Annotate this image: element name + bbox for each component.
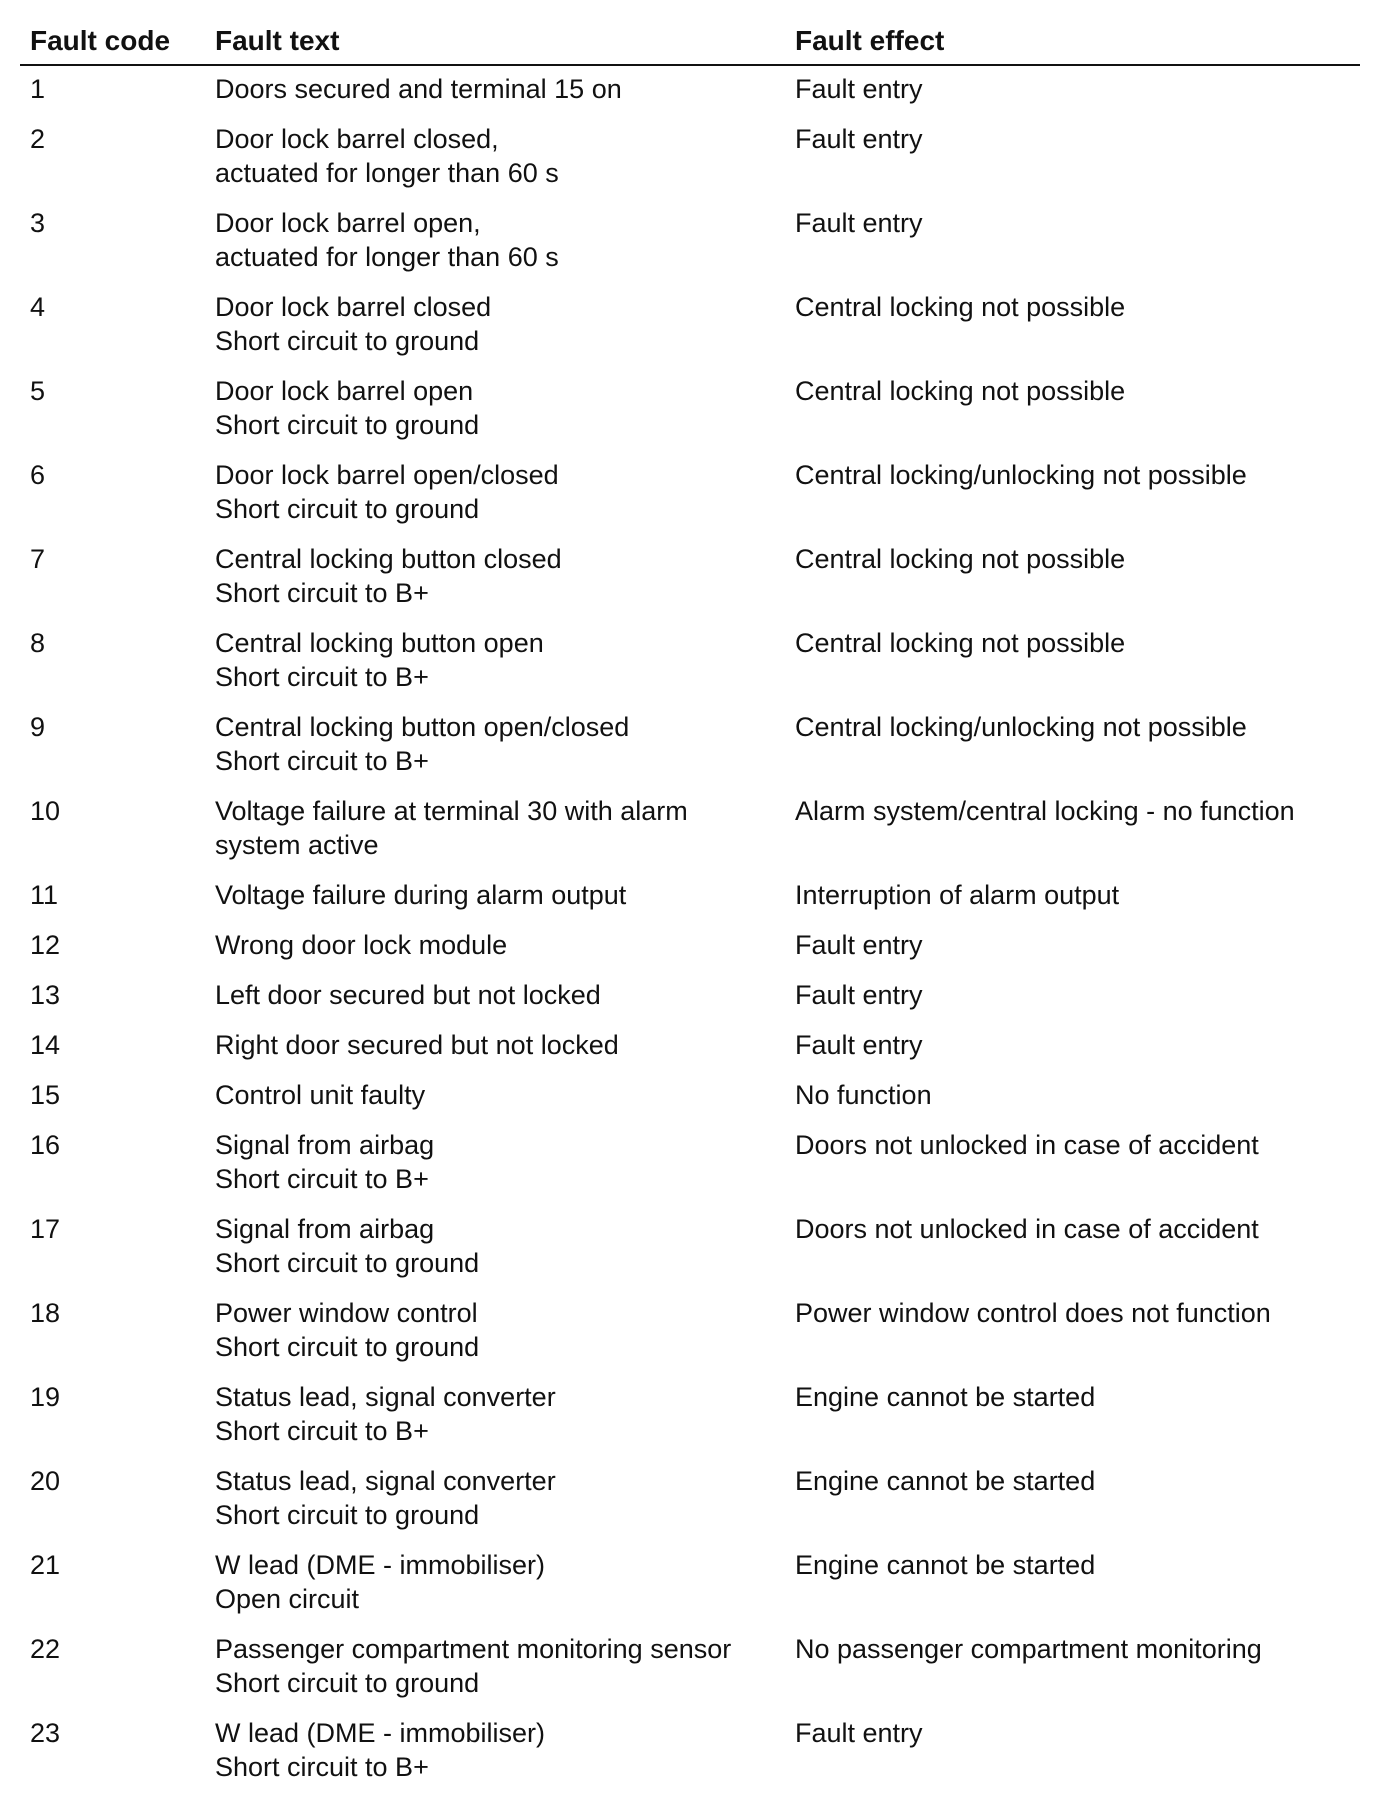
- fault-code-cell: 20: [30, 1466, 61, 1496]
- fault-code-cell: 8: [30, 628, 46, 658]
- fault-code-cell: 10: [30, 796, 61, 826]
- fault-text-cell: [205, 116, 785, 200]
- fault-effect-cell: Central locking not possible: [795, 376, 1126, 406]
- fault-effect-cell: Fault entry: [795, 1030, 923, 1060]
- table-row: [20, 972, 1360, 1022]
- fault-text-line: Short circuit to ground: [215, 494, 480, 524]
- fault-text-line: Doors secured and terminal 15 on: [215, 74, 622, 104]
- fault-effect-cell: Central locking not possible: [795, 628, 1126, 658]
- fault-effect-cell: Fault entry: [795, 930, 923, 960]
- fault-text-line: Voltage failure during alarm output: [215, 880, 627, 910]
- fault-text-cell: [205, 872, 785, 922]
- fault-text-cell: [205, 1206, 785, 1290]
- fault-code-cell: 1: [30, 74, 46, 104]
- table-row: [20, 1374, 1360, 1458]
- fault-text-cell: [205, 620, 785, 704]
- table-row: [20, 200, 1360, 284]
- fault-text-line: Short circuit to ground: [215, 326, 480, 356]
- fault-effect-cell: Fault entry: [795, 980, 923, 1010]
- fault-text-line: Short circuit to B+: [215, 1164, 429, 1194]
- fault-text-line: Short circuit to B+: [215, 578, 429, 608]
- table-row: [20, 536, 1360, 620]
- fault-text-line: Wrong door lock module: [215, 930, 508, 960]
- fault-effect-cell: No function: [795, 1080, 932, 1110]
- fault-text-line: Power window control: [215, 1298, 478, 1328]
- fault-text-line: Short circuit to B+: [215, 1752, 429, 1782]
- fault-text-line: Central locking button open/closed: [215, 712, 630, 742]
- fault-effect-cell: Central locking/unlocking not possible: [795, 712, 1247, 742]
- fault-text-line: Left door secured but not locked: [215, 980, 601, 1010]
- fault-text-line: W lead (DME - immobiliser): [215, 1718, 546, 1748]
- fault-text-line: Door lock barrel open: [215, 376, 474, 406]
- table-row: [20, 1626, 1360, 1710]
- fault-text-cell: [205, 922, 785, 972]
- fault-text-cell: [205, 1542, 785, 1626]
- fault-text-line: Short circuit to B+: [215, 746, 429, 776]
- fault-code-cell: 12: [30, 930, 61, 960]
- fault-text-line: Door lock barrel open/closed: [215, 460, 559, 490]
- fault-code-cell: 13: [30, 980, 61, 1010]
- fault-text-cell: [205, 1374, 785, 1458]
- fault-effect-cell: Engine cannot be started: [795, 1382, 1096, 1412]
- table-row: [20, 65, 1360, 116]
- table-row: [20, 284, 1360, 368]
- fault-text-line: Status lead, signal converter: [215, 1382, 556, 1412]
- fault-text-line: Voltage failure at terminal 30 with alarm system active: [215, 796, 688, 860]
- fault-text-line: Short circuit to B+: [215, 1416, 429, 1446]
- fault-effect-cell: No passenger compartment monitoring: [795, 1634, 1262, 1664]
- table-row: [20, 704, 1360, 788]
- fault-text-cell: [205, 1122, 785, 1206]
- table-row: [20, 872, 1360, 922]
- fault-code-cell: 14: [30, 1030, 61, 1060]
- fault-effect-cell: Engine cannot be started: [795, 1466, 1096, 1496]
- fault-effect-cell: Alarm system/central locking - no function: [795, 796, 1295, 826]
- fault-text-line: actuated for longer than 60 s: [215, 158, 559, 188]
- fault-code-cell: 18: [30, 1298, 61, 1328]
- table-row: [20, 116, 1360, 200]
- table-row: [20, 1290, 1360, 1374]
- fault-effect-cell: Central locking/unlocking not possible: [795, 460, 1247, 490]
- fault-text-line: Passenger compartment monitoring sensor: [215, 1634, 732, 1664]
- fault-text-line: Central locking button open: [215, 628, 544, 658]
- fault-code-table: [20, 20, 1360, 1794]
- fault-text-line: W lead (DME - immobiliser): [215, 1550, 546, 1580]
- table-row: [20, 1710, 1360, 1794]
- fault-code-cell: 15: [30, 1080, 61, 1110]
- table-row: [20, 1458, 1360, 1542]
- fault-text-cell: [205, 972, 785, 1022]
- fault-code-cell: 21: [30, 1550, 61, 1580]
- table-row: [20, 368, 1360, 452]
- fault-effect-cell: Engine cannot be started: [795, 1550, 1096, 1580]
- fault-code-cell: 23: [30, 1718, 61, 1748]
- fault-text-cell: [205, 1710, 785, 1794]
- fault-code-cell: 2: [30, 124, 46, 154]
- fault-code-cell: 16: [30, 1130, 61, 1160]
- header-row: [20, 20, 1360, 65]
- fault-text-line: Central locking button closed: [215, 544, 562, 574]
- fault-text-cell: [205, 1290, 785, 1374]
- fault-text-line: Short circuit to B+: [215, 662, 429, 692]
- table-row: [20, 788, 1360, 872]
- fault-text-cell: [205, 788, 785, 872]
- fault-effect-cell: Doors not unlocked in case of accident: [795, 1130, 1259, 1160]
- fault-text-line: Right door secured but not locked: [215, 1030, 619, 1060]
- fault-text-cell: [205, 1458, 785, 1542]
- fault-text-cell: [205, 1072, 785, 1122]
- fault-effect-cell: Interruption of alarm output: [795, 880, 1120, 910]
- header-fault-code: Fault code: [20, 20, 205, 65]
- fault-text-line: Control unit faulty: [215, 1080, 426, 1110]
- table-row: [20, 922, 1360, 972]
- table-row: [20, 452, 1360, 536]
- fault-effect-cell: Doors not unlocked in case of accident: [795, 1214, 1259, 1244]
- fault-text-line: Door lock barrel open,: [215, 208, 481, 238]
- fault-text-line: Short circuit to ground: [215, 1668, 480, 1698]
- fault-text-cell: [205, 200, 785, 284]
- fault-text-line: Signal from airbag: [215, 1214, 435, 1244]
- table-row: [20, 1206, 1360, 1290]
- fault-code-cell: 19: [30, 1382, 61, 1412]
- fault-code-cell: 4: [30, 292, 46, 322]
- fault-effect-cell: Fault entry: [795, 208, 923, 238]
- fault-text-line: Short circuit to ground: [215, 1332, 480, 1362]
- fault-effect-cell: Fault entry: [795, 1718, 923, 1748]
- fault-text-line: Open circuit: [215, 1584, 360, 1614]
- fault-text-line: Door lock barrel closed,: [215, 124, 499, 154]
- fault-effect-cell: Power window control does not function: [795, 1298, 1271, 1328]
- fault-effect-cell: Fault entry: [795, 124, 923, 154]
- fault-text-cell: [205, 704, 785, 788]
- fault-code-cell: 6: [30, 460, 46, 490]
- fault-text-line: Short circuit to ground: [215, 1500, 480, 1530]
- fault-text-line: Status lead, signal converter: [215, 1466, 556, 1496]
- table-row: [20, 1122, 1360, 1206]
- table-body: [20, 65, 1360, 1794]
- header-fault-effect: Fault effect: [785, 20, 1360, 65]
- fault-text-line: Short circuit to ground: [215, 1248, 480, 1278]
- fault-code-cell: 11: [30, 880, 59, 910]
- fault-text-cell: [205, 1626, 785, 1710]
- fault-text-cell: [205, 536, 785, 620]
- fault-text-line: Door lock barrel closed: [215, 292, 492, 322]
- fault-code-cell: 9: [30, 712, 46, 742]
- table-row: [20, 1072, 1360, 1122]
- fault-text-cell: [205, 368, 785, 452]
- table-header: [20, 20, 1360, 65]
- fault-text-cell: [205, 65, 785, 116]
- fault-text-line: actuated for longer than 60 s: [215, 242, 559, 272]
- fault-code-cell: 5: [30, 376, 46, 406]
- fault-text-cell: [205, 1022, 785, 1072]
- fault-effect-cell: Fault entry: [795, 74, 923, 104]
- table-row: [20, 1022, 1360, 1072]
- fault-effect-cell: Central locking not possible: [795, 544, 1126, 574]
- fault-text-line: Short circuit to ground: [215, 410, 480, 440]
- fault-text-cell: [205, 452, 785, 536]
- fault-text-line: Signal from airbag: [215, 1130, 435, 1160]
- fault-text-cell: [205, 284, 785, 368]
- fault-code-cell: 17: [30, 1214, 61, 1244]
- fault-code-cell: 22: [30, 1634, 61, 1664]
- header-fault-text: Fault text: [205, 20, 785, 65]
- fault-effect-cell: Central locking not possible: [795, 292, 1126, 322]
- table-row: [20, 1542, 1360, 1626]
- fault-code-cell: 3: [30, 208, 46, 238]
- fault-code-cell: 7: [30, 544, 46, 574]
- table-row: [20, 620, 1360, 704]
